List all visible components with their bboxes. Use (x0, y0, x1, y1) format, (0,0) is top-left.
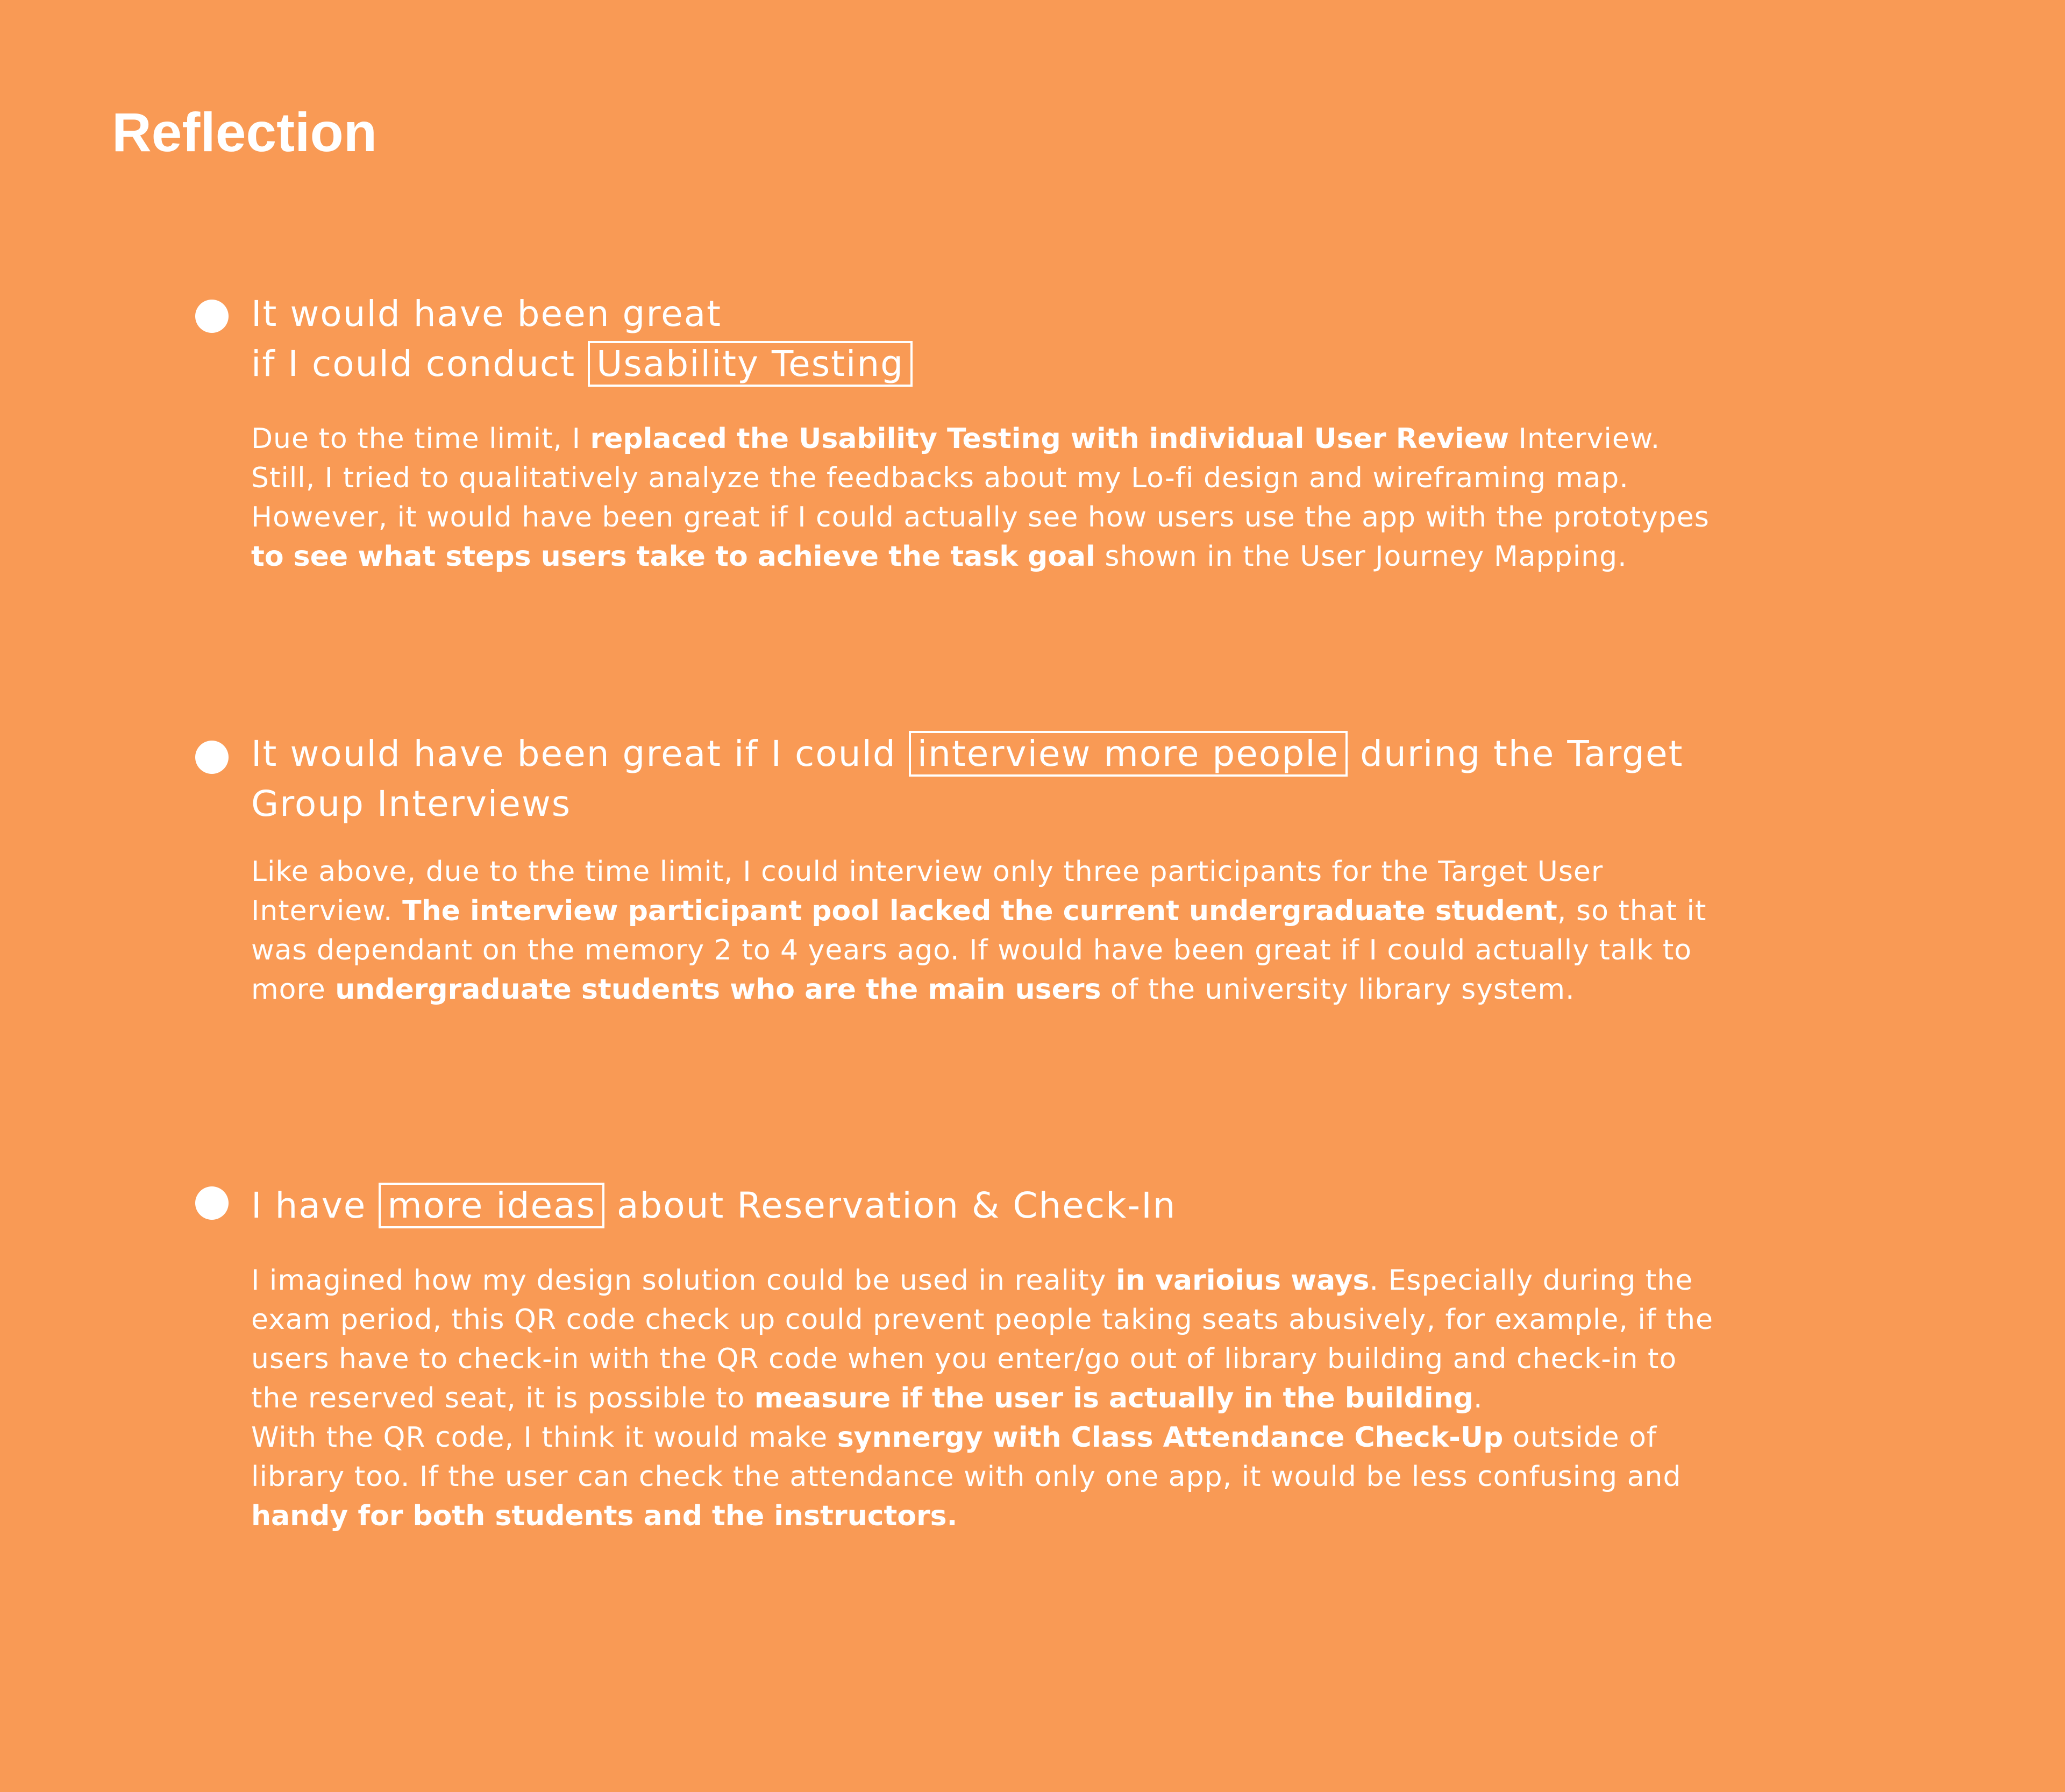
section-body (251, 852, 1714, 1009)
body-text: of the university library system. (1101, 973, 1575, 1006)
body-emphasis: measure if the user is actually in the building (754, 1382, 1473, 1414)
body-text: I imagined how my design solution could be used in reality (251, 1264, 1116, 1297)
heading-text: about Reservation & Check-In (604, 1185, 1177, 1226)
body-emphasis: undergraduate students who are the main users (335, 973, 1101, 1006)
body-emphasis: replaced the Usability Testing with individual User Review (590, 423, 1509, 455)
highlight-box: interview more people (909, 731, 1348, 777)
body-text: Due to the time limit, I (251, 423, 590, 455)
body-emphasis: to see what steps users take to achieve the task goal (251, 541, 1095, 573)
heading-text: if I could conduct (251, 343, 588, 385)
section-heading (251, 289, 1757, 389)
page-title: Reflection (112, 102, 378, 163)
body-text: With the QR code, I think it would make (251, 1421, 837, 1454)
section-body (251, 1261, 1714, 1536)
highlight-box: more ideas (379, 1183, 604, 1228)
body-text: Like above, due to the time limit, I could interview only three participants for the Target User Interview. (251, 856, 1604, 927)
section-heading (251, 729, 1757, 829)
bullet-dot-icon (195, 300, 229, 333)
body-emphasis: synnergy with Class Attendance Check-Up (837, 1421, 1504, 1454)
body-text: shown in the User Journey Mapping. (1095, 541, 1627, 573)
section-body (251, 419, 1714, 577)
highlight-box: Usability Testing (588, 341, 913, 387)
body-text: Interview. Still, I tried to qualitatively analyze the feedbacks about my Lo-fi design and wireframing map. However, it would have been great if I could actually see how users use the app with the prototypes (251, 423, 1710, 534)
heading-text: I have (251, 1185, 379, 1226)
body-text: . Especially during the exam period, this QR code check up could prevent people taking seats abusively, for example, if the users have to check-in with the QR code when you enter/go out of library building and check-in to the reserved seat, it is possible to (251, 1264, 1714, 1414)
bullet-dot-icon (195, 741, 229, 774)
body-emphasis: handy for both students and the instructors. (251, 1500, 958, 1532)
body-emphasis: in varioius ways (1116, 1264, 1370, 1297)
section-heading (251, 1181, 1757, 1231)
body-text: , so that it was dependant on the memory 2 to 4 years ago. If would have been great if I could actually talk to more (251, 895, 1707, 1006)
heading-text: It would have been great if I could (251, 733, 909, 774)
heading-text: during the Target Group Interviews (251, 733, 1684, 824)
heading-text: It would have been great (251, 293, 722, 335)
body-text: . (1473, 1382, 1483, 1414)
body-emphasis: The interview participant pool lacked the current undergraduate student (402, 895, 1557, 927)
bullet-dot-icon (195, 1186, 229, 1220)
body-text: outside of library too. If the user can check the attendance with only one app, it would be less confusing and (251, 1421, 1682, 1493)
